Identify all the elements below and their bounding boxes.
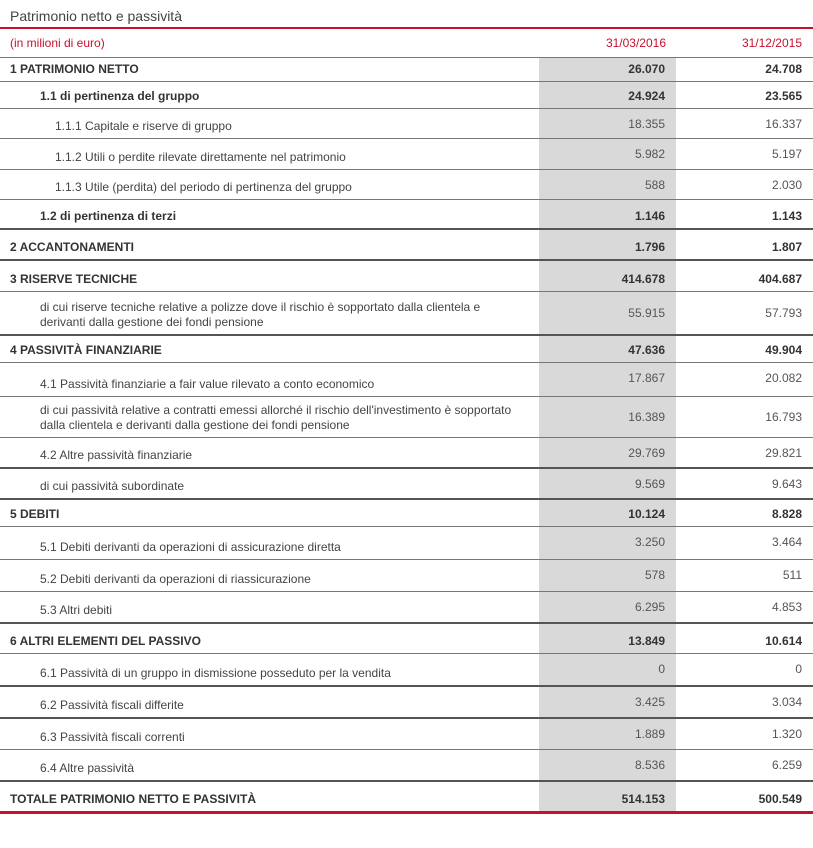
value-2015: 23.565 <box>765 89 802 103</box>
value-2016: 3.425 <box>634 695 665 709</box>
table-row <box>0 82 813 109</box>
value-2015: 5.197 <box>771 147 802 161</box>
value-2016: 1.796 <box>634 240 665 254</box>
row-label: di cui passività relative a contratti emessi allorché il rischio dell'investimento è sopportato dalla clientela e derivanti dalla gestione dei fondi pensione <box>40 403 512 432</box>
balance-sheet-table <box>0 58 813 814</box>
row-label: TOTALE PATRIMONIO NETTO E PASSIVITÀ <box>10 792 257 806</box>
value-2015: 6.259 <box>771 758 802 772</box>
row-label: 5.3 Altri debiti <box>40 603 113 617</box>
table-row <box>0 560 813 592</box>
row-label: 5.2 Debiti derivanti da operazioni di riassicurazione <box>40 572 311 586</box>
row-label: 6 ALTRI ELEMENTI DEL PASSIVO <box>10 634 201 648</box>
value-2015: 24.708 <box>765 62 802 76</box>
column-header-2016: 31/03/2016 <box>605 36 666 50</box>
value-2016: 588 <box>644 178 665 192</box>
row-label: 4.2 Altre passività finanziarie <box>40 448 193 462</box>
value-2016: 29.769 <box>628 446 665 460</box>
value-2016: 414.678 <box>621 272 665 286</box>
value-2015: 511 <box>782 568 802 582</box>
value-2016: 13.849 <box>628 634 665 648</box>
value-2016: 578 <box>644 568 665 582</box>
value-2015: 1.807 <box>771 240 802 254</box>
table-row <box>0 469 813 500</box>
value-2015: 20.082 <box>765 371 802 385</box>
table-row <box>0 58 813 82</box>
table-row <box>0 397 813 438</box>
row-label: 1.1.2 Utili o perdite rilevate direttamente nel patrimonio <box>55 150 346 164</box>
row-label: 4 PASSIVITÀ FINANZIARIE <box>10 343 162 357</box>
row-label: di cui passività subordinate <box>40 479 185 493</box>
table-header <box>0 27 813 58</box>
page-title: Patrimonio netto e passività <box>10 8 182 24</box>
row-label: 6.4 Altre passività <box>40 761 135 775</box>
value-2015: 0 <box>795 662 802 676</box>
row-label: 3 RISERVE TECNICHE <box>10 272 138 286</box>
value-2015: 8.828 <box>771 507 802 521</box>
value-2015: 10.614 <box>765 634 802 648</box>
table-row <box>0 654 813 687</box>
row-label: 6.3 Passività fiscali correnti <box>40 730 185 744</box>
value-2015: 1.143 <box>771 209 802 223</box>
row-label: 5 DEBITI <box>10 507 60 521</box>
value-2016: 17.867 <box>628 371 665 385</box>
value-2016: 1.889 <box>634 727 665 741</box>
value-2015: 29.821 <box>765 446 802 460</box>
value-2015: 16.793 <box>765 410 802 424</box>
value-2016: 18.355 <box>628 117 665 131</box>
total-row <box>0 782 813 814</box>
row-label: 1.1.1 Capitale e riserve di gruppo <box>55 119 232 133</box>
value-2016: 10.124 <box>628 507 665 521</box>
row-label: 1.1.3 Utile (perdita) del periodo di pertinenza del gruppo <box>55 180 352 194</box>
table-row <box>0 592 813 624</box>
row-label: 1.1 di pertinenza del gruppo <box>40 89 200 103</box>
row-label: 6.2 Passività fiscali differite <box>40 698 184 712</box>
row-label: 4.1 Passività finanziarie a fair value rilevato a conto economico <box>40 377 375 391</box>
column-header-2015: 31/12/2015 <box>741 36 802 50</box>
table-row <box>0 261 813 292</box>
table-row <box>0 438 813 469</box>
table-row <box>0 170 813 200</box>
value-2015: 3.034 <box>771 695 802 709</box>
value-2015: 57.793 <box>765 306 802 320</box>
row-label: 1.2 di pertinenza di terzi <box>40 209 177 223</box>
value-2015: 4.853 <box>771 600 802 614</box>
table-row <box>0 624 813 654</box>
table-row <box>0 500 813 527</box>
value-2016: 6.295 <box>634 600 665 614</box>
table-row <box>0 336 813 363</box>
value-2015: 9.643 <box>771 477 802 491</box>
value-2016: 3.250 <box>634 535 665 549</box>
table-row <box>0 292 813 336</box>
value-2016: 5.982 <box>634 147 665 161</box>
table-row <box>0 200 813 230</box>
row-label: 1 PATRIMONIO NETTO <box>10 62 139 76</box>
table-row <box>0 527 813 560</box>
value-2015: 2.030 <box>771 178 802 192</box>
value-2016: 26.070 <box>628 62 665 76</box>
row-label: di cui riserve tecniche relative a polizze dove il rischio è sopportato dalla clientela e derivanti dalla gestione dei fondi pensione <box>40 300 481 329</box>
value-2016: 55.915 <box>628 306 665 320</box>
unit-label: (in milioni di euro) <box>10 36 105 50</box>
row-label: 5.1 Debiti derivanti da operazioni di assicurazione diretta <box>40 540 341 554</box>
value-2016: 0 <box>658 662 665 676</box>
value-2015: 404.687 <box>758 272 802 286</box>
value-2016: 514.153 <box>621 792 665 806</box>
table-row <box>0 719 813 750</box>
value-2016: 24.924 <box>628 89 665 103</box>
table-row <box>0 109 813 139</box>
row-label: 2 ACCANTONAMENTI <box>10 240 135 254</box>
table-row <box>0 230 813 261</box>
value-2015: 16.337 <box>765 117 802 131</box>
value-2016: 47.636 <box>628 343 665 357</box>
table-row <box>0 363 813 397</box>
value-2015: 3.464 <box>771 535 802 549</box>
row-label: 6.1 Passività di un gruppo in dismissione posseduto per la vendita <box>40 666 391 680</box>
table-row <box>0 750 813 782</box>
table-row <box>0 139 813 170</box>
value-2015: 49.904 <box>765 343 802 357</box>
value-2015: 1.320 <box>771 727 802 741</box>
table-row <box>0 687 813 719</box>
value-2016: 8.536 <box>634 758 665 772</box>
value-2015: 500.549 <box>758 792 802 806</box>
value-2016: 16.389 <box>628 410 665 424</box>
value-2016: 9.569 <box>634 477 665 491</box>
value-2016: 1.146 <box>634 209 665 223</box>
